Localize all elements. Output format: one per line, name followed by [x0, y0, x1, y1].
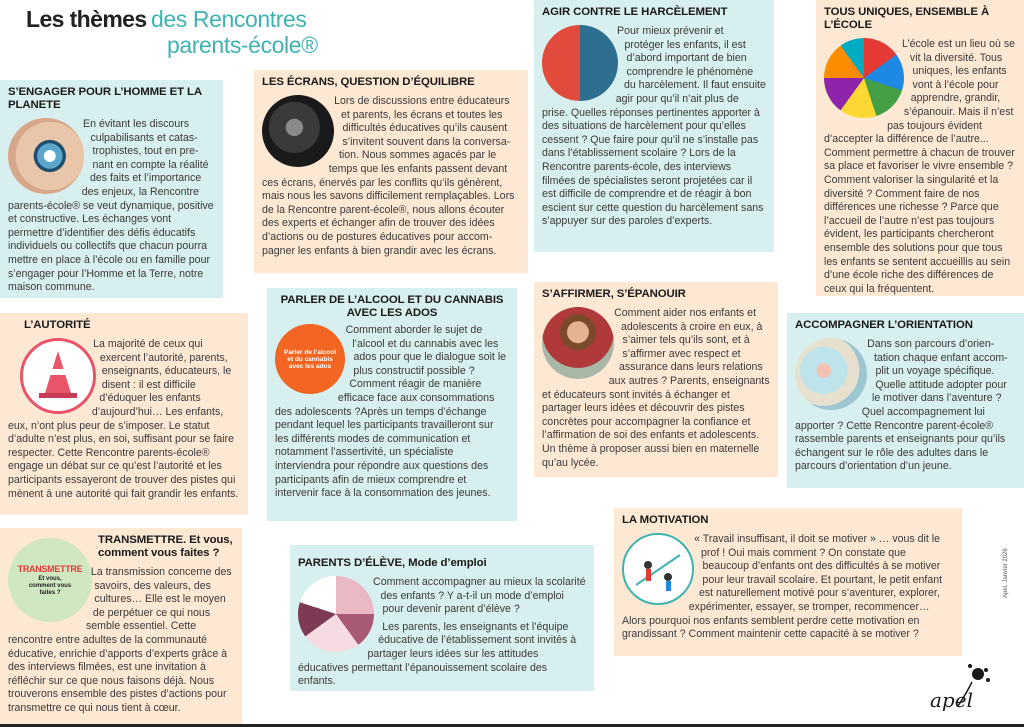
card-transmettre-title-line1: TRANSMETTRE. Et vous, [98, 534, 233, 546]
card-orientation [787, 313, 1024, 488]
card-autorite-text: La majorité de ceux qui exercent l’autorité, parents, enseignants, éducateurs, le disent : il est difficile d’éduquer les enfants d’aujourd’hui… Les enfants, eux, n’ont plus peur de s’imposer. Le statut d’adulte n’est plus, en soi, suffisant pour se faire respecter. Cette Rencontre parents-école® engage un débat sur ce qu’est l’autorité et les participants essayeront de trouver des pistes qui mènent à une autorité qui fait grandir les enfants. [8, 338, 239, 500]
card-uniques-text: L’école est un lieu où se vit la diversité. Tous uniques, les enfants vont à l’école pour apprendre, grandir, s’épanouir. Mais il n’est pas toujours évident d’accepter la différence de l’autre... Comment permettre à chacun de trouver sa place et favoriser le vivre ensemble ? Comment valoriser la singularité et la diversité ? Comment faire de nos différences une richesse ? Parce que l’accueil de l’autre n’est pas toujours évident, les participants chercheront ensemble des solutions pour que tous les enfants se sentent accueillis au sein d’une école riche des différences de ceux qui la fréquentent. [824, 38, 1016, 295]
card-harcelement [534, 0, 774, 252]
vertical-date-note: Apel, Janvier 2026 [1003, 548, 1009, 598]
card-parents [290, 545, 594, 691]
card-autorite-title: L’AUTORITÉ [24, 319, 91, 331]
page-title [26, 6, 326, 58]
apel-logo [928, 660, 998, 710]
card-transmettre [0, 528, 242, 727]
card-ecrans [254, 70, 528, 273]
card-alcool-title [275, 294, 509, 320]
card-affirmer-title: S’AFFIRMER, S’ÉPANOUIR [542, 288, 686, 300]
card-ecrans-title: LES ÉCRANS, QUESTION D’ÉQUILIBRE [262, 76, 475, 88]
diversity-faces-illustration [824, 38, 904, 118]
card-motivation-title: LA MOTIVATION [622, 514, 709, 526]
traffic-cone-illustration [20, 338, 96, 414]
card-affirmer-text: Comment aider nos enfants et adolescents à croire en eux, à s’aimer tels qu’ils sont, et à s’affirmer avec respect et assurance dans leurs relations aux autres ? Parents, enseignants et éducateurs sont invités à échanger et partager leurs idées et découvrir des pistes concrètes pour accompagner la confiance et l’affirmation de soi des enfants et adolescents. Un thème à proposer aussi bien en maternelle qu’au lycée. [542, 307, 770, 469]
card-ecrans-text: Lors de discussions entre éducateurs et parents, les écrans et toutes les difficultés éducatives qu’ils causent s’invitent souvent dans la conversa-tion. Nous sommes agacés par le temps que les enfants passent devant ces écrans, énervés par les conflits qu’ils génèrent, mais nous les savons difficilement remplaçables. Lors de la Rencontre parent-école®, nous allons écouter des experts et échanger afin de trouver des idées d’actions ou de postures éducatives pour accom-pagner les enfants à bien grandir avec les écrans. [262, 95, 515, 257]
card-uniques [816, 0, 1024, 296]
title-part2: des Rencontres [151, 6, 307, 32]
alcohol-cannabis-badge [275, 324, 345, 394]
card-motivation [614, 508, 962, 656]
climber-icon [624, 535, 692, 603]
transmettre-badge [8, 538, 92, 622]
eye-illustration [8, 118, 84, 194]
transmettre-badge-word: TRANSMETTRE [17, 563, 83, 574]
card-harcelement-title: AGIR CONTRE LE HARCÈLEMENT [542, 6, 728, 18]
card-orientation-title: ACCOMPAGNER L’ORIENTATION [795, 319, 973, 331]
card-parents-text2: Les parents, les enseignants et l’équipe éducative de l’établissement sont invités à partager leurs idées sur les attitudes éducatives permettant l’épanouissement scolaire des enfants. [298, 620, 577, 688]
card-orientation-text: Dans son parcours d’orien-tation chaque enfant accom-plit un voyage spécifique. Quelle attitude adopter pour le motiver dans l’aventure ? Quel accompagnement lui apporter ? Cette Rencontre parent-école® rassemble parents et enseignants pour qu’ils échangent sur le rôle des adultes dans le parcours d’orientation d’un jeune. [795, 338, 1008, 473]
title-part3: parents-école® [167, 32, 318, 58]
card-affirmer [534, 282, 778, 477]
card-parents-title: PARENTS D’ÉLÈVE, Mode d’emploi [298, 557, 487, 569]
alcohol-badge-text: Parler de l’alcool et du cannabis avec les ados [283, 348, 337, 370]
card-autorite [0, 313, 248, 515]
card-planete-text: En évitant les discours culpabilisants et catas-trophistes, tout en pre-nant en compte la réalité des faits et l’importance des enjeux, la Rencontre parents-école® se veut dynamique, positive et constructive. Les échanges vont permettre d’identifier des défis éducatifs individuels ou collectifs que chacun pourra mettre en place à l’école ou en famille pour s’engager pour l’Homme et la Terre, notre maison commune. [8, 118, 214, 294]
card-alcool-text: Comment aborder le sujet de l’alcool et du cannabis avec les ados pour que le dialogue soit le plus constructif possible ? Comment réagir de manière efficace face aux consommations des adolescents ?Après un temps d’échange pendant lequel les participants travailleront sur les différents modes de communication et notamment l’assertivité, un spécialiste interviendra pour répondre aux questions des participants afin de mieux comprendre et intervenir face à la consommation des jeunes. [275, 324, 507, 500]
girl-portrait-illustration [542, 307, 614, 379]
card-transmettre-text: La transmission concerne des savoirs, des valeurs, des cultures… Elle est le moyen de perpétuer ce qui nous semble essentiel. Cette rencontre entre adultes de la communauté éducative, enrichie d’apports d’experts grâce à des interviews filmées, est une invitation à réfléchir sur ce que nous faisons déjà. Nous trouverons ensemble des pistes d’actions pour transmettre ce qui nous tient à cœur. [8, 566, 232, 714]
card-transmettre-title-line2: comment vous faites ? [98, 547, 220, 559]
orientation-map-illustration [795, 338, 867, 410]
card-planete [0, 80, 223, 298]
motivation-illustration [622, 533, 694, 605]
card-planete-title: S’ENGAGER POUR L’HOMME ET LA PLANETE [8, 86, 202, 111]
harassment-illustration [542, 25, 618, 101]
card-alcool-title-line1: PARLER DE L’ALCOOL ET DU CANNABIS [280, 294, 504, 306]
card-motivation-text: « Travail insuffisant, il doit se motiver » … vous dit le prof ! Oui mais comment ? On constate que beaucoup d’enfants ont des difficultés à se motiver pour leur travail scolaire. Et pourtant, le petit enfant est naturellement motivé pour s’aventurer, explorer, expérimenter, essayer, se tromper, recommencer… Alors pourquoi nos enfants semblent perdre cette motivation en grandissant ? Comment maintenir cette capacité à se motiver ? [622, 533, 943, 641]
rubik-cube-illustration [298, 576, 374, 652]
transmettre-badge-sub: Et vous, comment vous faites ? [28, 576, 72, 597]
cone-icon [23, 341, 93, 411]
title-part1: Les thèmes [26, 6, 147, 32]
apel-logo-text: apel [930, 688, 973, 712]
card-alcool-title-line2: AVEC LES ADOS [346, 307, 438, 319]
card-uniques-title: TOUS UNIQUES, ENSEMBLE À L’ÉCOLE [824, 6, 990, 31]
screen-illustration [262, 95, 334, 167]
card-alcool [267, 288, 517, 521]
card-harcelement-text: Pour mieux prévenir et protéger les enfants, il est d’abord important de bien comprendre le phénomène du harcèlement. Il faut ensuite agir pour qu’il n’ait plus de prise. Quelles réponses pertinentes apporter à des situations de harcèlement pour qu’elles cessent ? Que faire pour qu’il ne s’installe pas dans l’établissement scolaire ? Lors de la Rencontre parents-école, des interviews filmées de spécialistes seront projetées car il est difficile de comprendre et de réagir à bon escient sur cette question du harcèlement sans s’appuyer sur des paroles d’experts. [542, 25, 766, 228]
card-parents-text1: Comment accompagner au mieux la scolarité des enfants ? Y a-t-il un mode d’emploi pour devenir parent d’élève ? [373, 576, 586, 616]
